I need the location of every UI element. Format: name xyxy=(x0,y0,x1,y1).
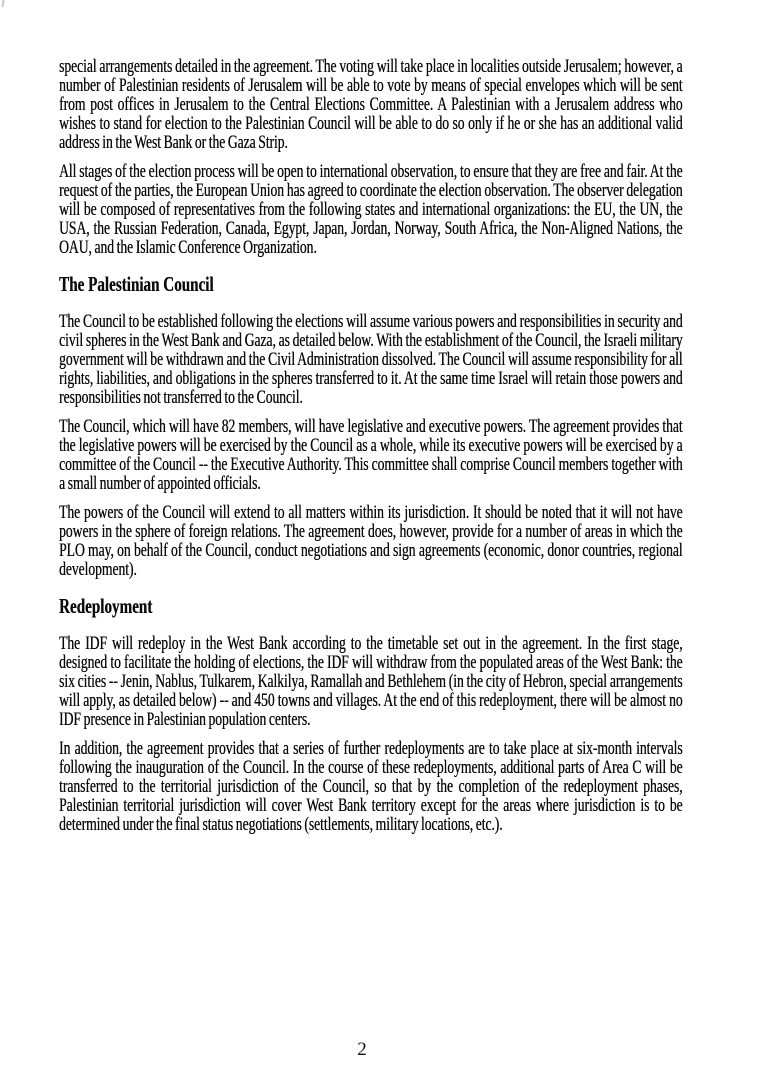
paragraph-council-powers-responsibilities: The Council to be established following the elections will assume various powers and responsibilities in security and civil spheres in the West Bank and Gaza, as detailed below. With the establishment of the Council, the Israeli military government will be withdrawn and the Civil Administration dissolved. The Council will assume responsibility for all rights, liabilities, and obligations in the spheres transferred to it. At the same time Israel will retain those powers and responsibilities not transferred to the Council. xyxy=(59,311,683,408)
scan-artifact xyxy=(1,0,4,7)
section-heading-redeployment: Redeployment xyxy=(59,594,153,618)
page-number: 2 xyxy=(357,1039,367,1060)
document-text-column xyxy=(59,57,683,844)
paragraph-international-observation: All stages of the election process will be open to international observation, to ensure that they are free and fair. At the request of the parties, the European Union has agreed to coordinate the election observation. The observer delegation will be composed of representatives from the following states and international organizations: the EU, the UN, the USA, the Russian Federation, Canada, Egypt, Japan, Jordan, Norway, South Africa, the Non-Aligned Nations, the OAU, and the Islamic Conference Organization. xyxy=(59,161,683,258)
paragraph-further-redeployments: In addition, the agreement provides that a series of further redeployments are to take place at six-month intervals following the inauguration of the Council. In the course of these redeployments, additional parts of Area C will be transferred to the territorial jurisdiction of the Council, so that by the completion of the redeployment phases, Palestinian territorial jurisdiction will cover West Bank territory except for the areas where jurisdiction is to be determined under the final status negotiations (settlements, military locations, etc.). xyxy=(59,738,683,835)
section-heading-palestinian-council: The Palestinian Council xyxy=(59,272,214,296)
paragraph-council-members-executive: The Council, which will have 82 members, will have legislative and executive powers. The agreement provides that the legislative powers will be exercised by the Council as a whole, while its executive powers will be exercised by a committee of the Council -- the Executive Authority. This committee shall comprise Council members together with a small number of appointed officials. xyxy=(59,416,683,494)
paragraph-council-jurisdiction: The powers of the Council will extend to all matters within its jurisdiction. It should be noted that it will not have powers in the sphere of foreign relations. The agreement does, however, provide for a number of areas in which the PLO may, on behalf of the Council, conduct negotiations and sign agreements (economic, donor countries, regional development). xyxy=(59,502,683,580)
paragraph-idf-redeployment: The IDF will redeploy in the West Bank according to the timetable set out in the agreement. In the first stage, designed to facilitate the holding of elections, the IDF will withdraw from the populated areas of the West Bank: the six cities -- Jenin, Nablus, Tulkarem, Kalkilya, Ramallah and Bethlehem (in the city of Hebron, special arrangements will apply, as detailed below) -- and 450 towns and villages. At the end of this redeployment, there will be almost no IDF presence in Palestinian population centers. xyxy=(59,633,683,730)
paragraph-voting-arrangements: special arrangements detailed in the agreement. The voting will take place in localities outside Jerusalem; however, a number of Palestinian residents of Jerusalem will be able to vote by means of special envelopes which will be sent from post offices in Jerusalem to the Central Elections Committee. A Palestinian with a Jerusalem address who wishes to stand for election to the Palestinian Council will be able to do so only if he or she has an additional valid address in the West Bank or the Gaza Strip. xyxy=(59,56,683,153)
